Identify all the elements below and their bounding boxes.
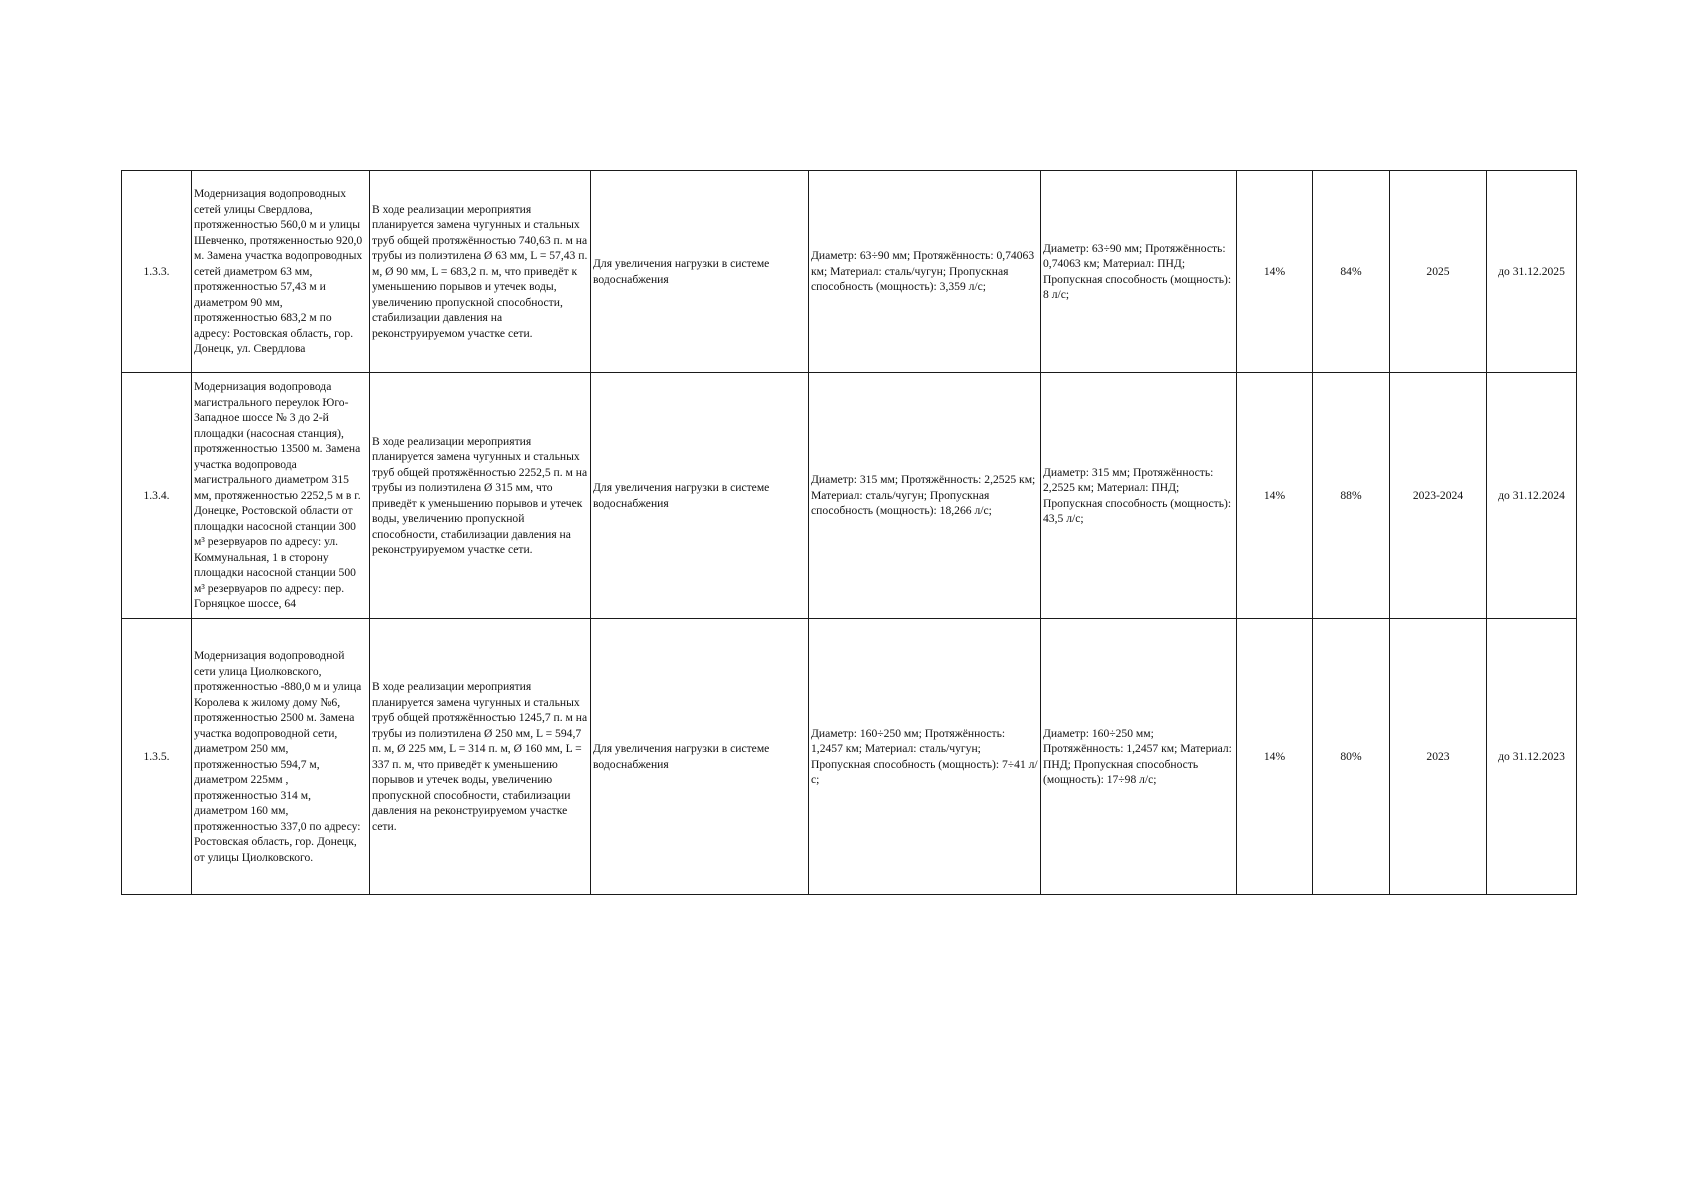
row-number: 1.3.4. xyxy=(122,373,192,619)
percent-value-b: 84% xyxy=(1313,171,1390,373)
percent-value-a: 14% xyxy=(1237,373,1313,619)
measure-name: Модернизация водопровода магистрального переулок Юго-Западное шоссе № 3 до 2-й площадки (насосная станция), протяженностью 13500 м. Замена участка водопровода магистрального диаметром 315 мм, протяженностью 2252,5 м в г. Донецке, Ростовской области от площадки насосной станции 300 м³ резервуаров по адресу: ул. Коммунальная, 1 в сторону площадки насосной станции 500 м³ резервуаров по адресу: пер. Горняцкое шоссе, 64 xyxy=(192,373,370,619)
parameters-before: Диаметр: 63÷90 мм; Протяжённость: 0,74063 км; Материал: сталь/чугун; Пропускная способность (мощность): 3,359 л/с; xyxy=(809,171,1041,373)
deadline: до 31.12.2023 xyxy=(1487,619,1577,895)
percent-value-a: 14% xyxy=(1237,619,1313,895)
measure-description: В ходе реализации мероприятия планируется замена чугунных и стальных труб общей протяжённостью 1245,7 п. м на трубы из полиэтилена Ø 250 мм, L = 594,7 п. м, Ø 225 мм, L = 314 п. м, Ø 160 мм, L = 337 п. м, что приведёт к уменьшению порывов и утечек воды, увеличению пропускной способности, стабилизации давления на реконструируемом участке сети. xyxy=(370,619,591,895)
implementation-years: 2023-2024 xyxy=(1390,373,1487,619)
table-row xyxy=(122,373,1577,619)
percent-value-a: 14% xyxy=(1237,171,1313,373)
measure-description: В ходе реализации мероприятия планируется замена чугунных и стальных труб общей протяжённостью 740,63 п. м на трубы из полиэтилена Ø 63 мм, L = 57,43 п. м, Ø 90 мм, L = 683,2 п. м, что приведёт к уменьшению порывов и утечек воды, увеличению пропускной способности, стабилизации давления на реконструируемом участке сети. xyxy=(370,171,591,373)
row-number: 1.3.3. xyxy=(122,171,192,373)
percent-value-b: 80% xyxy=(1313,619,1390,895)
measure-name: Модернизация водопроводных сетей улицы Свердлова, протяженностью 560,0 м и улицы Шевченко, протяженностью 920,0 м. Замена участка водопроводных сетей диаметром 63 мм, протяженностью 57,43 м и диаметром 90 мм, протяженностью 683,2 м по адресу: Ростовская область, гор. Донецк, ул. Свердлова xyxy=(192,171,370,373)
table-row xyxy=(122,171,1577,373)
deadline: до 31.12.2025 xyxy=(1487,171,1577,373)
implementation-years: 2023 xyxy=(1390,619,1487,895)
parameters-after: Диаметр: 63÷90 мм; Протяжённость: 0,74063 км; Материал: ПНД; Пропускная способность (мощность): 8 л/с; xyxy=(1041,171,1237,373)
measure-purpose: Для увеличения нагрузки в системе водоснабжения xyxy=(591,619,809,895)
parameters-after: Диаметр: 315 мм; Протяжённость: 2,2525 км; Материал: ПНД; Пропускная способность (мощность): 43,5 л/с; xyxy=(1041,373,1237,619)
measure-description: В ходе реализации мероприятия планируется замена чугунных и стальных труб общей протяжённостью 2252,5 п. м на трубы из полиэтилена Ø 315 мм, что приведёт к уменьшению порывов и утечек воды, увеличению пропускной способности, стабилизации давления на реконструируемом участке сети. xyxy=(370,373,591,619)
measure-purpose: Для увеличения нагрузки в системе водоснабжения xyxy=(591,171,809,373)
row-number: 1.3.5. xyxy=(122,619,192,895)
percent-value-b: 88% xyxy=(1313,373,1390,619)
table-row xyxy=(122,619,1577,895)
parameters-after: Диаметр: 160÷250 мм; Протяжённость: 1,2457 км; Материал: ПНД; Пропускная способность (мощность): 17÷98 л/с; xyxy=(1041,619,1237,895)
parameters-before: Диаметр: 315 мм; Протяжённость: 2,2525 км; Материал: сталь/чугун; Пропускная способность (мощность): 18,266 л/с; xyxy=(809,373,1041,619)
implementation-years: 2025 xyxy=(1390,171,1487,373)
measure-name: Модернизация водопроводной сети улица Циолковского, протяженностью -880,0 м и улица Королева к жилому дому №6, протяженностью 2500 м. Замена участка водопроводной сети, диаметром 250 мм, протяженностью 594,7 м, диаметром 225мм , протяженностью 314 м, диаметром 160 мм, протяженностью 337,0 по адресу: Ростовская область, гор. Донецк, от улицы Циолковского. xyxy=(192,619,370,895)
measure-purpose: Для увеличения нагрузки в системе водоснабжения xyxy=(591,373,809,619)
parameters-before: Диаметр: 160÷250 мм; Протяжённость: 1,2457 км; Материал: сталь/чугун; Пропускная способность (мощность): 7÷41 л/с; xyxy=(809,619,1041,895)
deadline: до 31.12.2024 xyxy=(1487,373,1577,619)
measures-table xyxy=(121,170,1577,895)
